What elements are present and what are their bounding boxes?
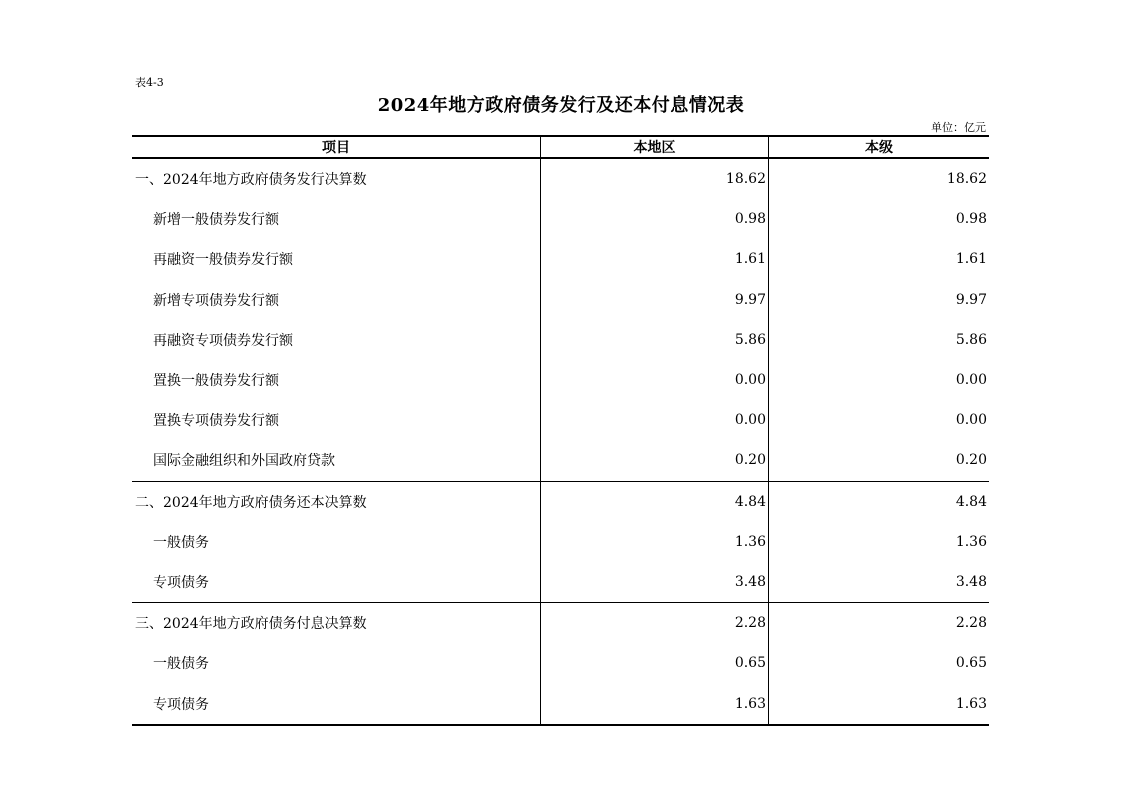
row-value-region: 1.61 — [541, 239, 769, 279]
row-label: 三、2024年地方政府债务付息决算数 — [132, 603, 541, 643]
row-label: 再融资专项债券发行额 — [132, 320, 541, 360]
table-row-repayment-total — [132, 481, 989, 522]
table-row — [132, 683, 989, 723]
table-row-issuance-total — [132, 159, 989, 199]
row-label: 一般债务 — [132, 643, 541, 683]
table-row — [132, 320, 989, 360]
row-label: 专项债务 — [132, 683, 541, 723]
row-value-region: 0.00 — [541, 400, 769, 440]
row-value-local: 3.48 — [955, 573, 987, 590]
row-value-region: 1.36 — [541, 522, 769, 562]
row-value-local: 0.00 — [955, 412, 987, 429]
row-value-region: 1.63 — [541, 683, 769, 723]
table-row — [132, 562, 989, 602]
page-title: 2024年地方政府债务发行及还本付息情况表 — [377, 95, 745, 116]
row-value-local: 2.28 — [955, 615, 987, 632]
table-row — [132, 400, 989, 440]
row-label: 置换一般债券发行额 — [132, 360, 541, 400]
row-label: 新增专项债券发行额 — [132, 280, 541, 320]
column-header-local: 本级 — [865, 140, 893, 156]
table-row — [132, 360, 989, 400]
table-row — [132, 280, 989, 320]
table-row — [132, 239, 989, 279]
unit-label: 单位：亿元 — [931, 121, 986, 134]
row-value-region: 4.84 — [541, 482, 769, 522]
row-value-region: 9.97 — [541, 280, 769, 320]
row-value-local: 1.63 — [955, 695, 987, 712]
row-value-local: 5.86 — [955, 331, 987, 348]
row-value-local: 9.97 — [955, 291, 987, 308]
row-value-local: 0.20 — [955, 452, 987, 469]
row-label: 国际金融组织和外国政府贷款 — [132, 440, 541, 480]
table-header-row — [132, 137, 989, 159]
row-value-region: 0.20 — [541, 440, 769, 480]
row-label: 一般债务 — [132, 522, 541, 562]
row-label: 二、2024年地方政府债务还本决算数 — [132, 482, 541, 522]
row-label: 专项债务 — [132, 562, 541, 602]
row-value-local: 18.62 — [946, 171, 987, 188]
table-row — [132, 643, 989, 683]
row-value-region: 2.28 — [541, 603, 769, 643]
debt-table — [132, 135, 989, 726]
row-label: 一、2024年地方政府债务发行决算数 — [132, 159, 541, 199]
row-value-local: 1.61 — [955, 251, 987, 268]
row-value-region: 0.00 — [541, 360, 769, 400]
row-value-local: 0.65 — [955, 655, 987, 672]
row-value-region: 0.65 — [541, 643, 769, 683]
table-row — [132, 199, 989, 239]
row-value-local: 1.36 — [955, 533, 987, 550]
column-header-item: 项目 — [132, 137, 541, 157]
row-label: 置换专项债券发行额 — [132, 400, 541, 440]
table-row — [132, 522, 989, 562]
row-label: 再融资一般债券发行额 — [132, 239, 541, 279]
row-value-local: 0.98 — [955, 211, 987, 228]
column-header-region: 本地区 — [541, 137, 769, 157]
row-value-region: 3.48 — [541, 562, 769, 602]
row-value-region: 5.86 — [541, 320, 769, 360]
table-row-interest-total — [132, 602, 989, 643]
row-label: 新增一般债券发行额 — [132, 199, 541, 239]
table-row — [132, 440, 989, 480]
row-value-local: 4.84 — [955, 493, 987, 510]
row-value-local: 0.00 — [955, 372, 987, 389]
table-code: 表4-3 — [135, 76, 164, 89]
row-value-region: 0.98 — [541, 199, 769, 239]
row-value-region: 18.62 — [541, 159, 769, 199]
